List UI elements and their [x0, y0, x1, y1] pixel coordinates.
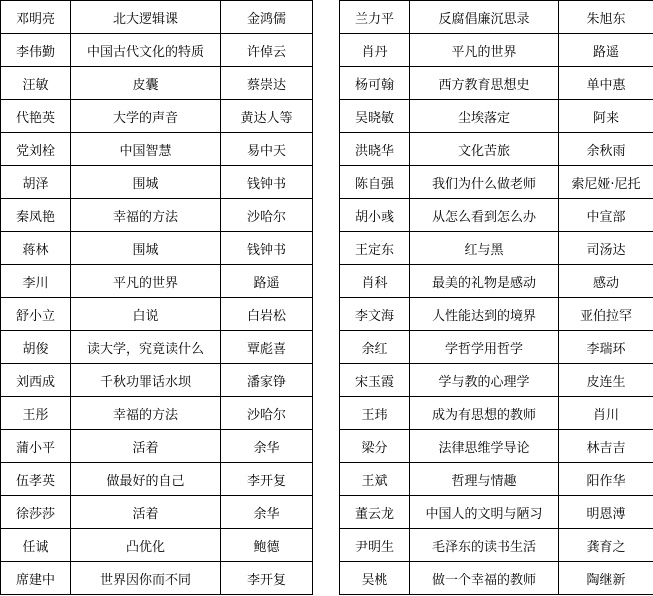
reader-name-cell: 李文海: [340, 298, 410, 331]
table-row: [1, 463, 313, 496]
reader-name-cell: 王斌: [340, 463, 410, 496]
table-row: [1, 199, 313, 232]
author-cell: 李开复: [221, 463, 313, 496]
table-row: [340, 463, 653, 496]
reader-name-cell: 胡小彧: [340, 199, 410, 232]
book-title-cell: 围城: [71, 166, 221, 199]
author-cell: 肖川: [559, 397, 653, 430]
book-title-cell: 平凡的世界: [71, 265, 221, 298]
table-row: [1, 1, 313, 34]
table-row: [340, 133, 653, 166]
author-cell: 阿来: [559, 100, 653, 133]
book-title-cell: 人性能达到的境界: [410, 298, 559, 331]
table-row: [340, 331, 653, 364]
book-title-cell: 反腐倡廉沉思录: [410, 1, 559, 34]
author-cell: 鲍德: [221, 529, 313, 562]
author-cell: 朱旭东: [559, 1, 653, 34]
reader-name-cell: 舒小立: [1, 298, 71, 331]
reader-name-cell: 王玮: [340, 397, 410, 430]
table-row: [340, 100, 653, 133]
table-row: [340, 34, 653, 67]
table-row: [1, 232, 313, 265]
table-row: [340, 232, 653, 265]
table-row: [340, 199, 653, 232]
reader-name-cell: 代艳英: [1, 100, 71, 133]
author-cell: 沙哈尔: [221, 397, 313, 430]
author-cell: 亚伯拉罕: [559, 298, 653, 331]
reader-name-cell: 余红: [340, 331, 410, 364]
book-title-cell: 幸福的方法: [71, 397, 221, 430]
book-title-cell: 尘埃落定: [410, 100, 559, 133]
table-row: [1, 397, 313, 430]
book-title-cell: 中国智慧: [71, 133, 221, 166]
author-cell: 覃彪喜: [221, 331, 313, 364]
left-table-body: [1, 1, 313, 595]
author-cell: 易中天: [221, 133, 313, 166]
table-row: [340, 397, 653, 430]
reader-name-cell: 邓明亮: [1, 1, 71, 34]
author-cell: 路遥: [559, 34, 653, 67]
book-title-cell: 学与教的心理学: [410, 364, 559, 397]
table-row: [340, 430, 653, 463]
reader-name-cell: 伍孝英: [1, 463, 71, 496]
author-cell: 皮连生: [559, 364, 653, 397]
author-cell: 单中惠: [559, 67, 653, 100]
reader-name-cell: 胡俊: [1, 331, 71, 364]
table-row: [1, 265, 313, 298]
table-row: [340, 265, 653, 298]
reader-name-cell: 洪晓华: [340, 133, 410, 166]
author-cell: 李瑞环: [559, 331, 653, 364]
author-cell: 明恩溥: [559, 496, 653, 529]
left-reading-table: [0, 0, 313, 595]
author-cell: 路遥: [221, 265, 313, 298]
reader-name-cell: 兰力平: [340, 1, 410, 34]
book-title-cell: 红与黑: [410, 232, 559, 265]
right-reading-table: [339, 0, 653, 595]
author-cell: 沙哈尔: [221, 199, 313, 232]
reader-name-cell: 吴晓敏: [340, 100, 410, 133]
table-row: [1, 529, 313, 562]
author-cell: 潘家铮: [221, 364, 313, 397]
author-cell: 余华: [221, 430, 313, 463]
table-row: [1, 496, 313, 529]
reader-name-cell: 杨可翰: [340, 67, 410, 100]
reader-name-cell: 党刘栓: [1, 133, 71, 166]
table-row: [1, 331, 313, 364]
reader-name-cell: 秦凤艳: [1, 199, 71, 232]
book-title-cell: 千秋功罪话水坝: [71, 364, 221, 397]
table-row: [340, 496, 653, 529]
author-cell: 陶继新: [559, 562, 653, 595]
reader-name-cell: 李伟勤: [1, 34, 71, 67]
book-title-cell: 我们为什么做老师: [410, 166, 559, 199]
reader-name-cell: 汪敏: [1, 67, 71, 100]
author-cell: 阳作华: [559, 463, 653, 496]
author-cell: 林吉吉: [559, 430, 653, 463]
book-title-cell: 活着: [71, 496, 221, 529]
book-title-cell: 中国人的文明与陋习: [410, 496, 559, 529]
author-cell: 余华: [221, 496, 313, 529]
table-row: [340, 67, 653, 100]
author-cell: 钱钟书: [221, 232, 313, 265]
table-row: [1, 34, 313, 67]
reader-name-cell: 李川: [1, 265, 71, 298]
reader-name-cell: 尹明生: [340, 529, 410, 562]
table-row: [340, 529, 653, 562]
book-title-cell: 平凡的世界: [410, 34, 559, 67]
reader-name-cell: 王彤: [1, 397, 71, 430]
author-cell: 李开复: [221, 562, 313, 595]
reader-name-cell: 陈自强: [340, 166, 410, 199]
reader-name-cell: 王定东: [340, 232, 410, 265]
author-cell: 许倬云: [221, 34, 313, 67]
book-title-cell: 凸优化: [71, 529, 221, 562]
book-title-cell: 读大学，究竟读什么: [71, 331, 221, 364]
reader-name-cell: 席建中: [1, 562, 71, 595]
reader-name-cell: 任诚: [1, 529, 71, 562]
book-title-cell: 最美的礼物是感动: [410, 265, 559, 298]
book-title-cell: 皮囊: [71, 67, 221, 100]
reader-name-cell: 胡泽: [1, 166, 71, 199]
author-cell: 索尼娅·尼托: [559, 166, 653, 199]
book-title-cell: 做最好的自己: [71, 463, 221, 496]
book-title-cell: 西方教育思想史: [410, 67, 559, 100]
author-cell: 中宣部: [559, 199, 653, 232]
book-title-cell: 围城: [71, 232, 221, 265]
book-title-cell: 毛泽东的读书生活: [410, 529, 559, 562]
table-row: [340, 166, 653, 199]
table-row: [1, 430, 313, 463]
book-title-cell: 北大逻辑课: [71, 1, 221, 34]
author-cell: 感动: [559, 265, 653, 298]
author-cell: 龚育之: [559, 529, 653, 562]
reader-name-cell: 吴桃: [340, 562, 410, 595]
author-cell: 白岩松: [221, 298, 313, 331]
table-row: [1, 298, 313, 331]
book-title-cell: 世界因你而不同: [71, 562, 221, 595]
book-title-cell: 中国古代文化的特质: [71, 34, 221, 67]
book-title-cell: 活着: [71, 430, 221, 463]
reader-name-cell: 董云龙: [340, 496, 410, 529]
reader-name-cell: 宋玉霞: [340, 364, 410, 397]
book-title-cell: 白说: [71, 298, 221, 331]
book-title-cell: 法律思维学导论: [410, 430, 559, 463]
author-cell: 黄达人等: [221, 100, 313, 133]
book-title-cell: 文化苦旅: [410, 133, 559, 166]
author-cell: 余秋雨: [559, 133, 653, 166]
reader-name-cell: 蒲小平: [1, 430, 71, 463]
table-row: [1, 562, 313, 595]
book-title-cell: 从怎么看到怎么办: [410, 199, 559, 232]
reader-name-cell: 肖丹: [340, 34, 410, 67]
author-cell: 蔡崇达: [221, 67, 313, 100]
table-row: [340, 1, 653, 34]
table-row: [340, 562, 653, 595]
reader-name-cell: 肖科: [340, 265, 410, 298]
table-row: [1, 100, 313, 133]
reader-name-cell: 蒋林: [1, 232, 71, 265]
author-cell: 司汤达: [559, 232, 653, 265]
right-table-body: [340, 1, 653, 595]
reader-name-cell: 梁分: [340, 430, 410, 463]
book-title-cell: 幸福的方法: [71, 199, 221, 232]
author-cell: 金鸿儒: [221, 1, 313, 34]
reader-name-cell: 刘西成: [1, 364, 71, 397]
table-row: [1, 166, 313, 199]
table-row: [1, 67, 313, 100]
author-cell: 钱钟书: [221, 166, 313, 199]
table-row: [1, 133, 313, 166]
book-title-cell: 哲理与情趣: [410, 463, 559, 496]
book-title-cell: 做一个幸福的教师: [410, 562, 559, 595]
table-row: [340, 364, 653, 397]
book-title-cell: 大学的声音: [71, 100, 221, 133]
table-row: [340, 298, 653, 331]
book-title-cell: 学哲学用哲学: [410, 331, 559, 364]
book-title-cell: 成为有思想的教师: [410, 397, 559, 430]
reader-name-cell: 徐莎莎: [1, 496, 71, 529]
table-row: [1, 364, 313, 397]
